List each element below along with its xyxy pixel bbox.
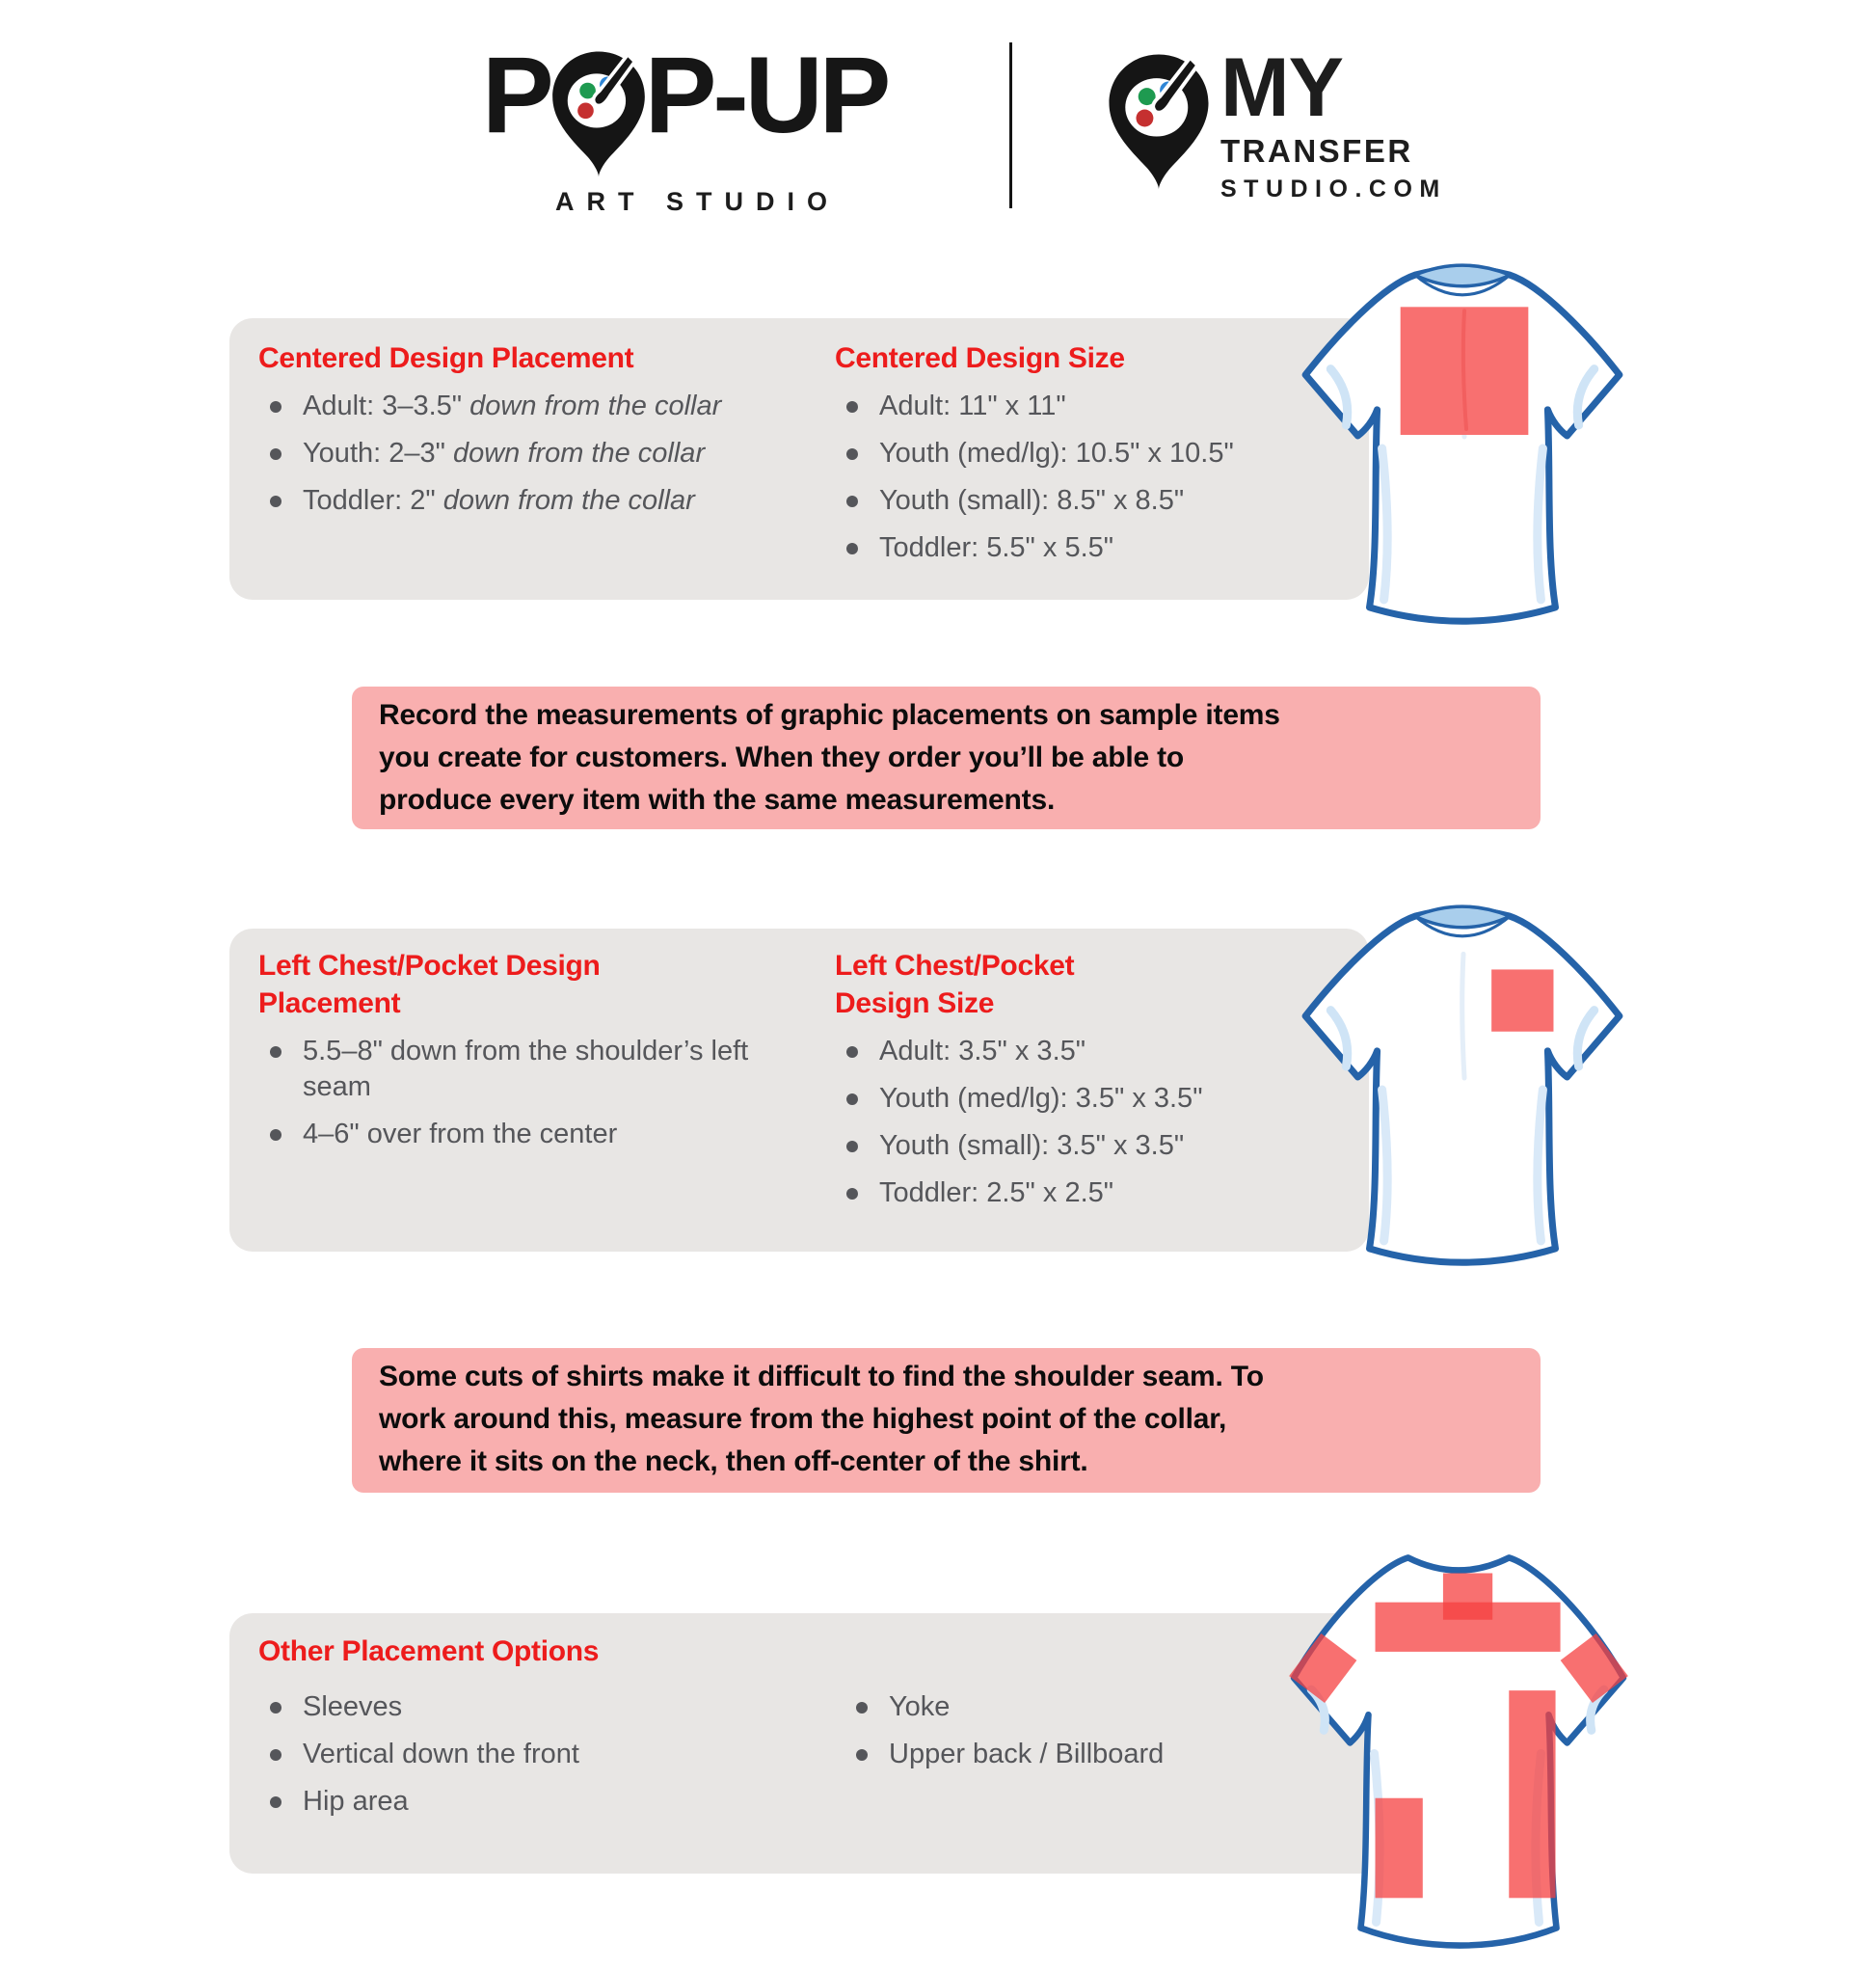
upper-back-billboard-placement-area [1376,1603,1561,1652]
pocket-placement-list [258,1034,793,1152]
list-item: Adult: 11" x 11" [835,389,1375,424]
palette-pin-icon [549,44,649,185]
my-transfer-line1: MY [1220,41,1343,134]
pocket-placement-column [258,947,793,1152]
list-item: Toddler: 5.5" x 5.5" [835,530,1375,566]
list-item: Toddler: 2" down from the collar [258,483,827,519]
pocket-design-area [1491,969,1553,1031]
my-transfer-studio-logo [1105,41,1447,203]
list-item: Adult: 3–3.5" down from the collar [258,389,827,424]
list-item: Adult: 3.5" x 3.5" [835,1034,1375,1069]
note-line: Record the measurements of graphic placements on sample items [379,699,1280,731]
my-transfer-line2: TRANSFER [1220,133,1413,169]
note-line: Some cuts of shirts make it difficult to find the shoulder seam. To [379,1361,1264,1392]
note-line: work around this, measure from the highest point of the collar, [379,1403,1227,1435]
palette-pin-icon [1105,50,1213,195]
list-item: Vertical down the front [258,1737,798,1772]
vertical-placement-area [1509,1690,1555,1898]
list-item: Youth (med/lg): 3.5" x 3.5" [835,1081,1375,1117]
list-item: Youth (small): 8.5" x 8.5" [835,483,1375,519]
list-item: Yoke [844,1689,1346,1725]
tshirt-back-other-placements-illustration [1278,1541,1637,1970]
other-placement-title: Other Placement Options [258,1635,600,1667]
note-line: produce every item with the same measurements. [379,784,1056,816]
shoulder-seam-note [352,1348,1541,1493]
tshirt-front-centered-design-illustration [1288,243,1637,631]
centered-placement-title: Centered Design Placement [258,342,634,374]
other-placement-list-right [844,1678,1346,1772]
popup-wordmark [482,35,888,185]
note-line: where it sits on the neck, then off-center of the shirt. [379,1445,1088,1477]
note-line: you create for customers. When they order you’ll be able to [379,742,1185,773]
list-item: 4–6" over from the center [258,1117,793,1152]
popup-art-studio-logo [482,35,888,217]
pocket-placement-title: Left Chest/Pocket Design Placement [258,950,601,1019]
list-item: Upper back / Billboard [844,1737,1346,1772]
list-item: Sleeves [258,1689,798,1725]
record-measurements-note [352,687,1541,829]
centered-size-title: Centered Design Size [835,342,1125,374]
popup-wordmark-prefix: P [482,35,550,155]
my-transfer-line3: STUDIO.COM [1220,175,1447,202]
logo-divider [1009,42,1012,208]
list-item: 5.5–8" down from the shoulder’s left seam [258,1034,793,1105]
centered-placement-list [258,389,827,519]
list-item: Youth (med/lg): 10.5" x 10.5" [835,436,1375,472]
list-item: Youth: 2–3" down from the collar [258,436,827,472]
popup-wordmark-suffix: P-UP [644,35,888,155]
centered-placement-column [258,339,827,519]
list-item: Youth (small): 3.5" x 3.5" [835,1128,1375,1164]
list-item: Hip area [258,1784,798,1820]
other-placement-list-left [258,1678,798,1820]
tshirt-front-pocket-design-illustration [1288,884,1637,1272]
my-transfer-wordmark [1220,41,1447,203]
pocket-size-title: Left Chest/Pocket Design Size [835,950,1075,1019]
popup-tagline: ART STUDIO [555,187,840,216]
hip-placement-area [1376,1798,1423,1899]
list-item: Toddler: 2.5" x 2.5" [835,1175,1375,1211]
